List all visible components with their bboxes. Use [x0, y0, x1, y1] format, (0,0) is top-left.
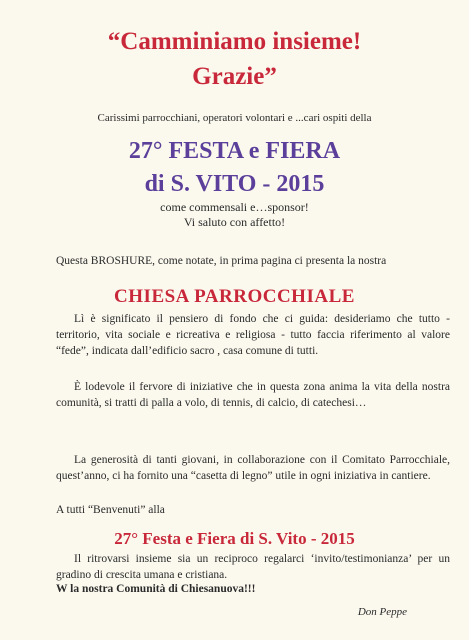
title-line-1: “Camminiamo insieme! [107, 28, 362, 55]
title-line-2: Grazie” [192, 63, 277, 90]
paragraph-3: È lodevole il fervore di iniziative che in questa zona anima la vita della nostra comunità, si tratti di palla a volo, di tennis, di calcio, di catechesi… [56, 381, 450, 409]
signature: Don Peppe [357, 606, 407, 618]
festival-subtitle-2: Vi saluto con affetto! [183, 215, 286, 229]
paragraph-4: La generosità di tanti giovani, in collaborazione con il Comitato Parrocchiale, quest’anno, ci ha fornito una “casetta di legno” utile in ogni iniziativa in cantiere. [56, 454, 450, 482]
closing-festival-title: 27° Festa e Fiera di S. Vito - 2015 [114, 529, 355, 548]
paragraph-6: Il ritrovarsi insieme sia un reciproco regalarci ‘invito/testimonianza’ per un gradino di crescita umana e cristiana. [56, 553, 450, 581]
festival-title-line-1: 27° FESTA e FIERA [128, 138, 341, 164]
festival-subtitle-1: come commensali e…sponsor! [160, 200, 309, 214]
paragraph-5: A tutti “Benvenuti” alla [56, 504, 165, 516]
closing-cheer: W la nostra Comunità di Chiesanuova!!! [56, 583, 256, 595]
paragraph-2: Lì è significato il pensiero di fondo che ci guida: desideriamo che tutto - territorio, vita sociale e ricreativa e religiosa - tutto faccia riferimento al valore “fede”, indicata dall’edificio sacro , casa comune di tutti. [56, 313, 450, 357]
festival-title-line-2: di S. VITO - 2015 [144, 171, 325, 197]
church-heading: CHIESA PARROCCHIALE [114, 286, 355, 307]
intro-text: Carissimi parrocchiani, operatori volontari e ...cari ospiti della [97, 112, 372, 124]
paragraph-1: Questa BROSHURE, come notate, in prima pagina ci presenta la nostra [56, 255, 387, 267]
